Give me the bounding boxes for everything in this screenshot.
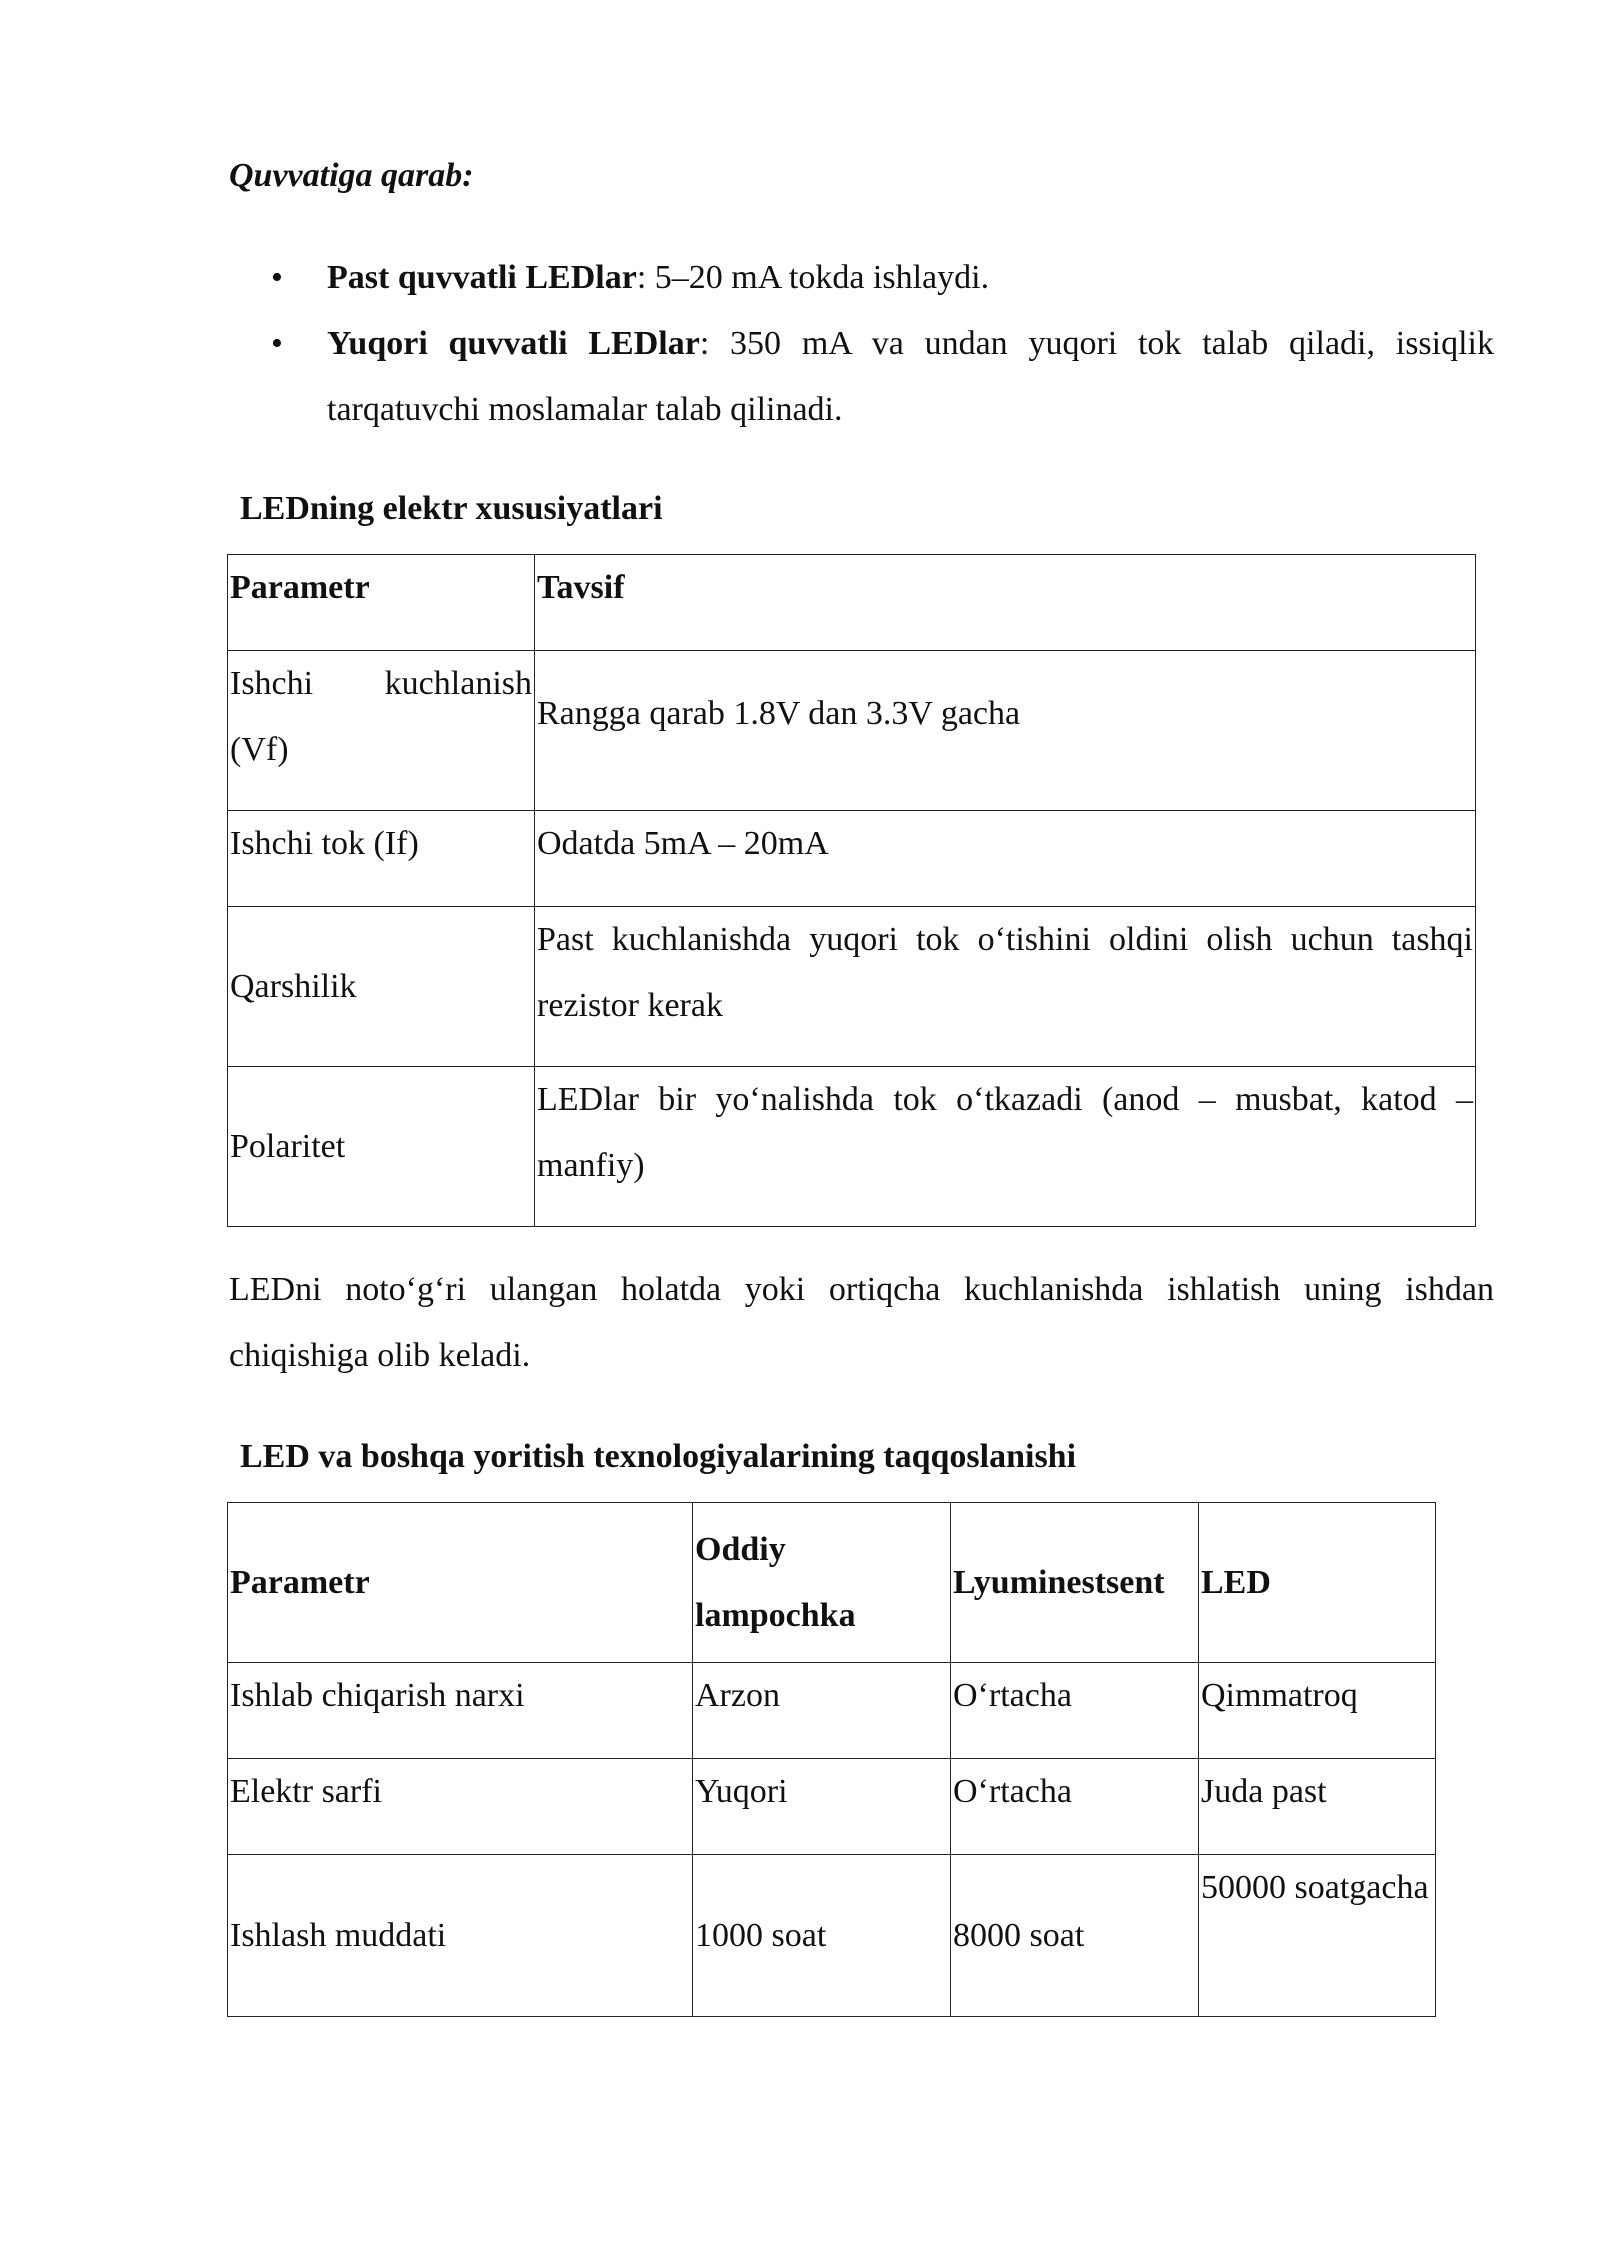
table-cell: O‘rtacha	[951, 1663, 1199, 1759]
bullet-term: Past quvvatli LEDlar	[327, 259, 637, 296]
table-row	[228, 651, 1476, 811]
table-cell: Juda past	[1199, 1759, 1436, 1855]
table-header-cell: Oddiy lampochka	[693, 1503, 951, 1663]
power-bullet-list	[229, 245, 1494, 443]
table-row	[228, 907, 1476, 1067]
table-cell: Ishchi tok (If)	[228, 811, 535, 907]
table-header-row	[228, 555, 1476, 651]
table2-title: LED va boshqa yoritish texnologiyalarining taqqoslanishi	[240, 1438, 1077, 1475]
bullet-item	[229, 245, 1494, 311]
table-cell: Ishchi kuchlanish (Vf)	[228, 651, 535, 811]
subheading: Quvvatiga qarab:	[229, 157, 474, 194]
table-cell: Qimmatroq	[1199, 1663, 1436, 1759]
table-cell: Arzon	[693, 1663, 951, 1759]
table-header-cell: Parametr	[228, 1503, 693, 1663]
table-row	[228, 1759, 1436, 1855]
bullet-text: : 5–20 mA tokda ishlaydi.	[636, 259, 990, 296]
table-cell: O‘rtacha	[951, 1759, 1199, 1855]
bullet-term: Yuqori quvvatli LEDlar	[327, 325, 700, 362]
table-cell: 1000 soat	[693, 1855, 951, 2017]
table-row	[228, 811, 1476, 907]
table-row	[228, 1855, 1436, 2017]
electrical-properties-table	[227, 554, 1476, 1227]
table-cell: Ishlab chiqarish narxi	[228, 1663, 693, 1759]
warning-paragraph: LEDni noto‘g‘ri ulangan holatda yoki ortiqcha kuchlanishda ishlatish uning ishdan chiqishiga olib keladi.	[229, 1271, 1494, 1374]
table1-title: LEDning elektr xususiyatlari	[240, 490, 663, 527]
table-cell: 8000 soat	[951, 1855, 1199, 2017]
bullet-item	[229, 311, 1494, 443]
table-cell: Qarshilik	[228, 907, 535, 1067]
table-row	[228, 1067, 1476, 1227]
table-header-cell: LED	[1199, 1503, 1436, 1663]
table-cell: Ishlash muddati	[228, 1855, 693, 2017]
table-cell: Rangga qarab 1.8V dan 3.3V gacha	[535, 651, 1476, 811]
table-cell: 50000 soatgacha	[1199, 1855, 1436, 2017]
table-row	[228, 1663, 1436, 1759]
table-header-cell: Lyuminestsent	[951, 1503, 1199, 1663]
table-header-cell: Tavsif	[535, 555, 1476, 651]
bullet-text: : 350 mA va undan yuqori tok talab qiladi, issiqlik tarqatuvchi moslamalar talab qilinadi.	[327, 325, 1495, 428]
lighting-comparison-table	[227, 1502, 1436, 2017]
table-header-row	[228, 1503, 1436, 1663]
table-cell: Past kuchlanishda yuqori tok o‘tishini oldini olish uchun tashqi rezistor kerak	[535, 907, 1476, 1067]
table-cell: Odatda 5mA – 20mA	[535, 811, 1476, 907]
table-header-cell: Parametr	[228, 555, 535, 651]
table-cell: Yuqori	[693, 1759, 951, 1855]
table-cell: Polaritet	[228, 1067, 535, 1227]
table-cell: LEDlar bir yo‘nalishda tok o‘tkazadi (anod – musbat, katod – manfiy)	[535, 1067, 1476, 1227]
table-cell: Elektr sarfi	[228, 1759, 693, 1855]
